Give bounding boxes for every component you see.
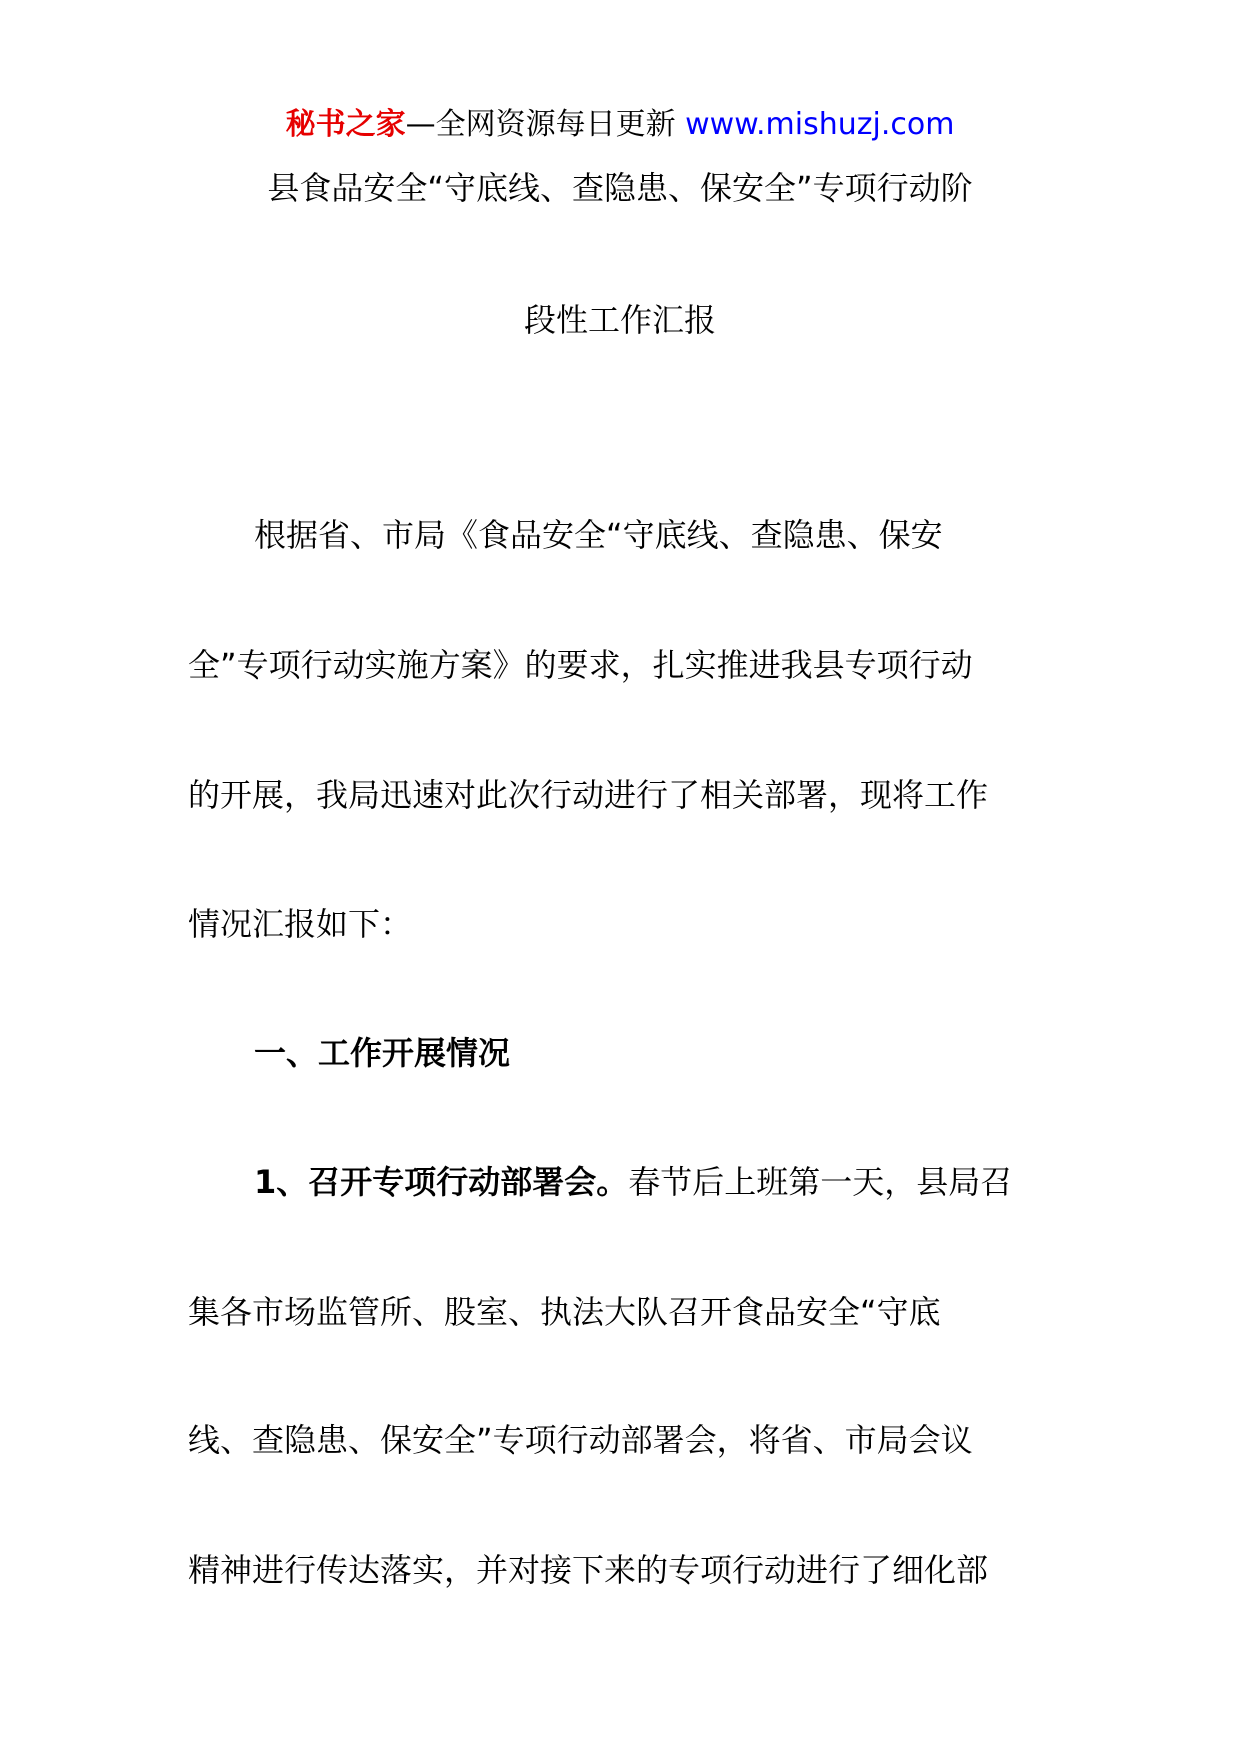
item1-line-1 [254, 1157, 1054, 1207]
header-slogan: —全网资源每日更新 [405, 107, 686, 142]
watermark-header [0, 100, 1240, 150]
item1-line-3: 线、查隐患、保安全”专项行动部署会，将省、市局会议 [188, 1421, 973, 1459]
paragraph-intro-line-1: 根据省、市局《食品安全“守底线、查隐患、保安 [254, 516, 943, 554]
brand-name: 秘书之家 [285, 107, 406, 142]
paragraph-intro-line-4: 情况汇报如下： [188, 905, 413, 943]
document-title-line-2: 段性工作汇报 [523, 301, 716, 339]
item1-text-1: 春节后上班第一天，县局召 [628, 1163, 1013, 1201]
item1-line-4: 精神进行传达落实，并对接下来的专项行动进行了细化部 [188, 1551, 989, 1589]
item1-line-2: 集各市场监管所、股室、执法大队召开食品安全“守底 [188, 1293, 941, 1331]
section-heading: 一、工作开展情况 [254, 1034, 511, 1072]
document-title-line-1: 县食品安全“守底线、查隐患、保安全”专项行动阶 [267, 169, 973, 207]
item1-heading: 1、召开专项行动部署会。 [254, 1163, 629, 1201]
site-link[interactable]: www.mishuzj.com [685, 107, 955, 142]
paragraph-intro-line-2: 全”专项行动实施方案》的要求，扎实推进我县专项行动 [188, 646, 973, 684]
paragraph-intro-line-3: 的开展，我局迅速对此次行动进行了相关部署，现将工作 [188, 776, 989, 814]
